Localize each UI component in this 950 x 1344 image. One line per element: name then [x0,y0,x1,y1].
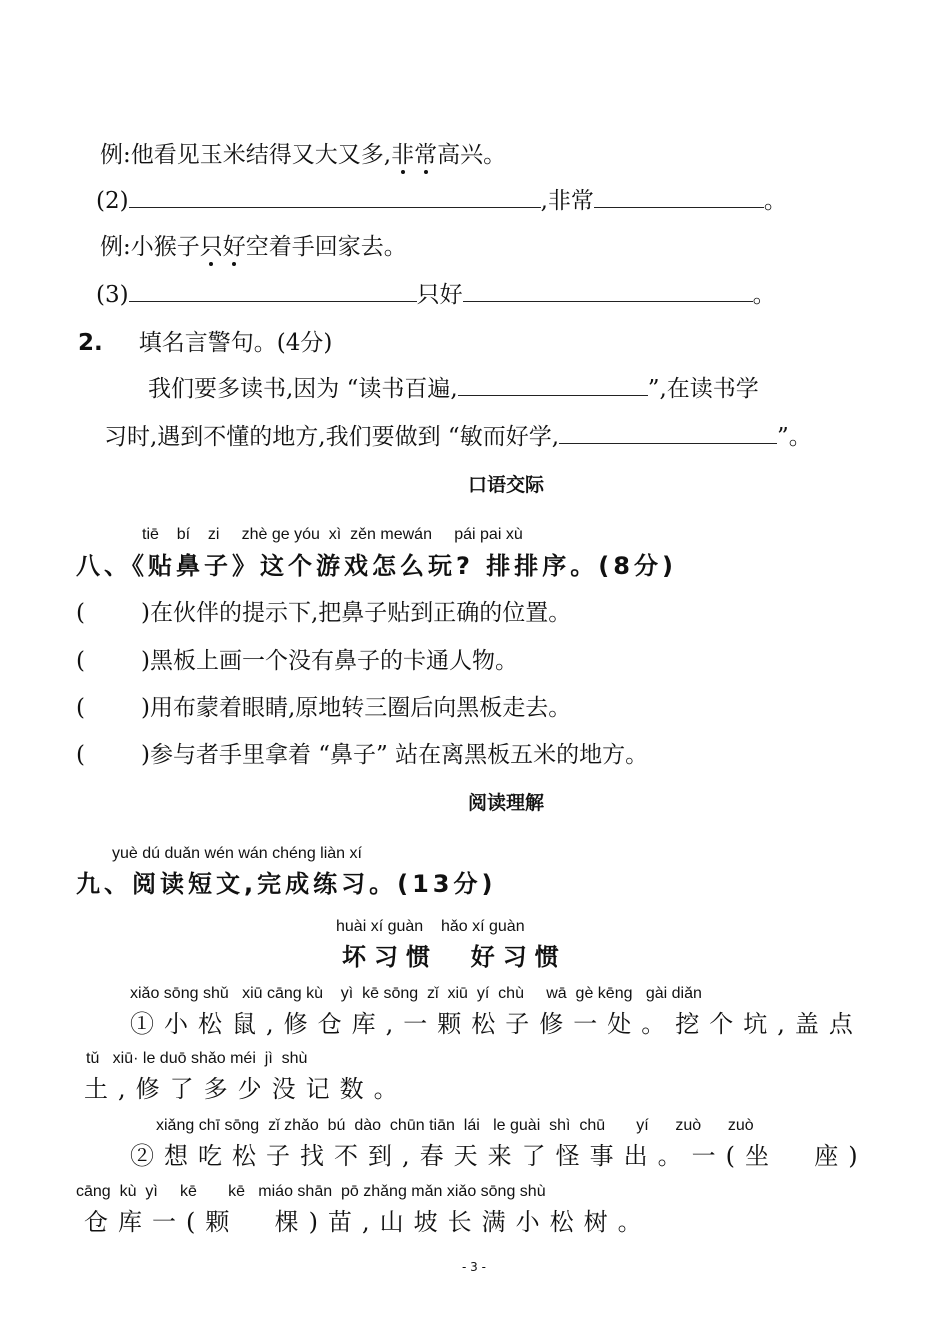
pinyin: xù [505,526,523,543]
question-2-title [78,324,332,357]
item-2 [96,182,787,215]
paragraph-2b-pinyin: cāng kù yì kē kē miáo shān pō zhǎng mǎn xiǎo sōng shù [76,1183,546,1200]
question-8-title: 八、《贴鼻子》这个游戏怎么玩? 排排序。(8分) [76,552,677,580]
line-text: ”,在读书学 [647,376,759,402]
example-2-tail: 高兴。 [437,142,507,168]
pinyin: zhè [241,526,268,543]
item-2-number: (2) [96,188,129,214]
paragraph-2-pinyin: xiǎng chī sōng zǐ zhǎo bú dào chūn tiān lái le guài shì chū yí zuò zuò [156,1117,754,1134]
poem-title: 坏习惯 好习惯 [342,943,567,971]
order-item-text: 黑板上画一个没有鼻子的卡通人物。 [149,648,518,674]
answer-blank[interactable] [594,185,764,208]
dotted-char: 只 [199,234,223,260]
pinyin: wán [402,526,432,543]
example-2 [100,136,506,169]
item-3 [96,276,776,309]
answer-blank[interactable] [458,373,648,396]
section-heading-reading: 阅读理解 [468,792,545,814]
pinyin: yóu [294,526,320,543]
pinyin: tiē [142,526,159,543]
dotted-char: 常 [414,142,438,168]
question-2-line1 [148,370,759,403]
pinyin: zi [207,526,220,543]
example-3 [100,228,407,261]
example-3-text: 例:小猴子 [100,234,200,260]
pinyin: bí [176,526,191,543]
order-item: ( )在伙伴的提示下,把鼻子贴到正确的位置。 [76,600,572,626]
item-3-word: 只好 [416,282,463,308]
poem-title-pinyin: huài xí guàn hǎo xí guàn [336,918,525,935]
order-item: ( )参与者手里拿着 “鼻子” 站在离黑板五米的地方。 [76,742,649,768]
line-text: 习时,遇到不懂的地方,我们要做到 “敏而好学, [104,424,560,450]
answer-blank[interactable] [129,279,417,302]
page-number: - 3 - [462,1260,486,1274]
paragraph-1b: 土,修了多少没记数。 [84,1075,408,1103]
question-title: 填名言警句。(4分) [138,330,333,356]
pinyin: pái [454,526,476,543]
paragraph-1-pinyin: xiǎo sōng shǔ xiū cāng kù yì kē sōng zǐ xiū yí chù wā gè kēng gài diǎn [130,985,702,1002]
question-9-title: 九、阅读短文,完成练习。(13分) [76,870,497,898]
item-2-word: ,非常 [540,188,594,214]
question-2-line2 [104,418,812,451]
item-3-end: 。 [752,282,776,308]
order-item: ( )用布蒙着眼睛,原地转三圈后向黑板走去。 [76,695,572,721]
pinyin: me [380,526,403,543]
question-number: 2. [78,330,103,356]
dotted-char: 好 [222,234,246,260]
question-9-pinyin: yuè dú duǎn wén wán chéng liàn xí [112,845,362,862]
line-text: 我们要多读书,因为 “读书百遍, [148,376,458,402]
item-3-number: (3) [96,282,129,308]
pinyin: zěn [350,526,376,543]
pinyin: xì [328,526,342,543]
pinyin: ge [271,526,290,543]
paragraph-1b-pinyin: tǔ xiū· le duō shǎo méi jì shù [86,1050,308,1067]
paragraph-1: ①小松鼠,修仓库,一颗松子修一处。挖个坑,盖点 [130,1010,863,1038]
answer-blank[interactable] [559,421,777,444]
example-3-tail: 空着手回家去。 [245,234,407,260]
section-heading-oral: 口语交际 [468,474,545,496]
paragraph-2b: 仓库一(颗 棵)苗,山坡长满小松树。 [84,1208,652,1236]
order-item-text: 用布蒙着眼睛,原地转三圈后向黑板走去。 [149,695,572,721]
question-8-pinyin [142,526,523,544]
item-2-end: 。 [763,188,787,214]
pinyin: pai [480,526,502,543]
example-2-dotted [391,142,437,168]
order-item-text: 在伙伴的提示下,把鼻子贴到正确的位置。 [149,600,572,626]
order-item-text: 参与者手里拿着 “鼻子” 站在离黑板五米的地方。 [149,742,649,768]
example-2-text: 例:他看见玉米结得又大又多, [100,142,392,168]
line-text: ”。 [777,424,812,450]
order-item: ( )黑板上画一个没有鼻子的卡通人物。 [76,648,518,674]
dotted-char: 非 [391,142,415,168]
answer-blank[interactable] [129,185,541,208]
answer-blank[interactable] [463,279,753,302]
paragraph-2: ②想吃松子找不到,春天来了怪事出。一(坐 座) [130,1142,868,1170]
